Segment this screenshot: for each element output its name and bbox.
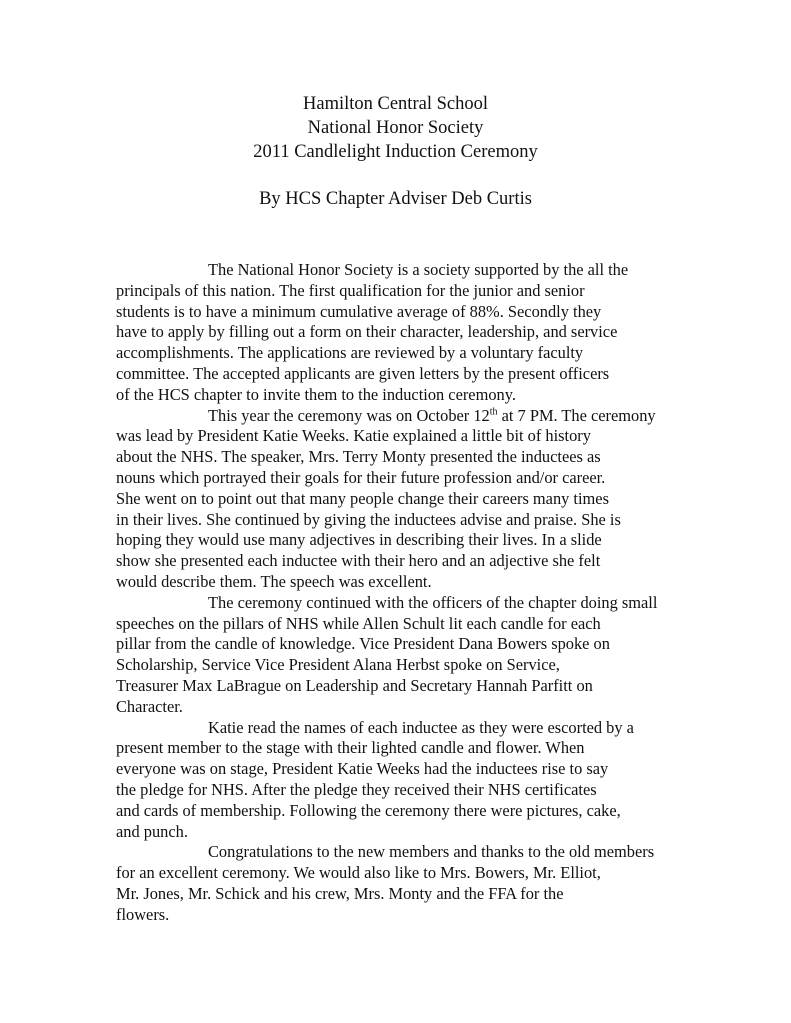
text-line: of the HCS chapter to invite them to the induction ceremony. [116,384,516,404]
text-line: Katie read the names of each inductee as they were escorted by a [208,717,634,737]
text-segment: This year the ceremony was on October 12 [208,405,490,425]
text-line: The National Honor Society is a society supported by the all the [208,260,629,279]
text-line: and cards of membership. Following the ceremony there were pictures, cake, [116,800,621,820]
text-line: Treasurer Max LaBrague on Leadership and Secretary Hannah Parfitt on [116,675,593,695]
event-title: 2011 Candlelight Induction Ceremony [253,142,538,162]
paragraph-1 [116,260,682,406]
text-line: Scholarship, Service Vice President Alana Herbst spoke on Service, [116,655,560,675]
text-line: Character. [116,696,183,716]
paragraph-3 [116,593,682,718]
text-line: The ceremony continued with the officers of the chapter doing small [208,592,658,612]
text-line: Congratulations to the new members and thanks to the old members [208,842,655,862]
text-line: She went on to point out that many people change their careers many times [116,488,609,508]
text-line: flowers. [116,904,170,924]
text-line: have to apply by filling out a form on their character, leadership, and service [116,322,618,342]
text-line: students is to have a minimum cumulative average of 88%. Secondly they [116,301,602,321]
text-line: and punch. [116,821,188,841]
document-header [0,92,791,164]
text-line: was lead by President Katie Weeks. Katie explained a little bit of history [116,426,591,446]
paragraph-4 [116,718,682,843]
text-line: principals of this nation. The first qualification for the junior and senior [116,280,585,300]
society-name: National Honor Society [307,118,484,138]
text-line: the pledge for NHS. After the pledge they received their NHS certificates [116,779,597,799]
text-line: everyone was on stage, President Katie Weeks had the inductees rise to say [116,759,609,779]
article-body [116,260,682,926]
text-line: show she presented each inductee with their hero and an adjective she felt [116,551,601,571]
text-line: speeches on the pillars of NHS while Allen Schult lit each candle for each [116,613,601,633]
text-line: Mr. Jones, Mr. Schick and his crew, Mrs. Monty and the FFA for the [116,883,564,903]
text-line: hoping they would use many adjectives in describing their lives. In a slide [116,530,602,550]
text-line: pillar from the candle of knowledge. Vice President Dana Bowers spoke on [116,634,610,654]
text-line: in their lives. She continued by giving the inductees advise and praise. She is [116,509,621,529]
school-name: Hamilton Central School [303,94,488,114]
text-line: nouns which portrayed their goals for their future profession and/or career. [116,467,606,487]
byline: By HCS Chapter Adviser Deb Curtis [259,189,532,209]
ordinal-suffix: th [489,406,498,418]
text-line [116,406,682,427]
text-line: committee. The accepted applicants are given letters by the present officers [116,363,610,383]
text-segment: at 7 PM. The ceremony [497,405,656,425]
text-line: accomplishments. The applications are reviewed by a voluntary faculty [116,343,584,363]
text-line: about the NHS. The speaker, Mrs. Terry Monty presented the inductees as [116,447,601,467]
text-line: present member to the stage with their lighted candle and flower. When [116,738,585,758]
paragraph-5 [116,842,682,925]
paragraph-2 [116,406,682,593]
text-line: for an excellent ceremony. We would also like to Mrs. Bowers, Mr. Elliot, [116,863,601,883]
text-line: would describe them. The speech was excellent. [116,571,432,591]
